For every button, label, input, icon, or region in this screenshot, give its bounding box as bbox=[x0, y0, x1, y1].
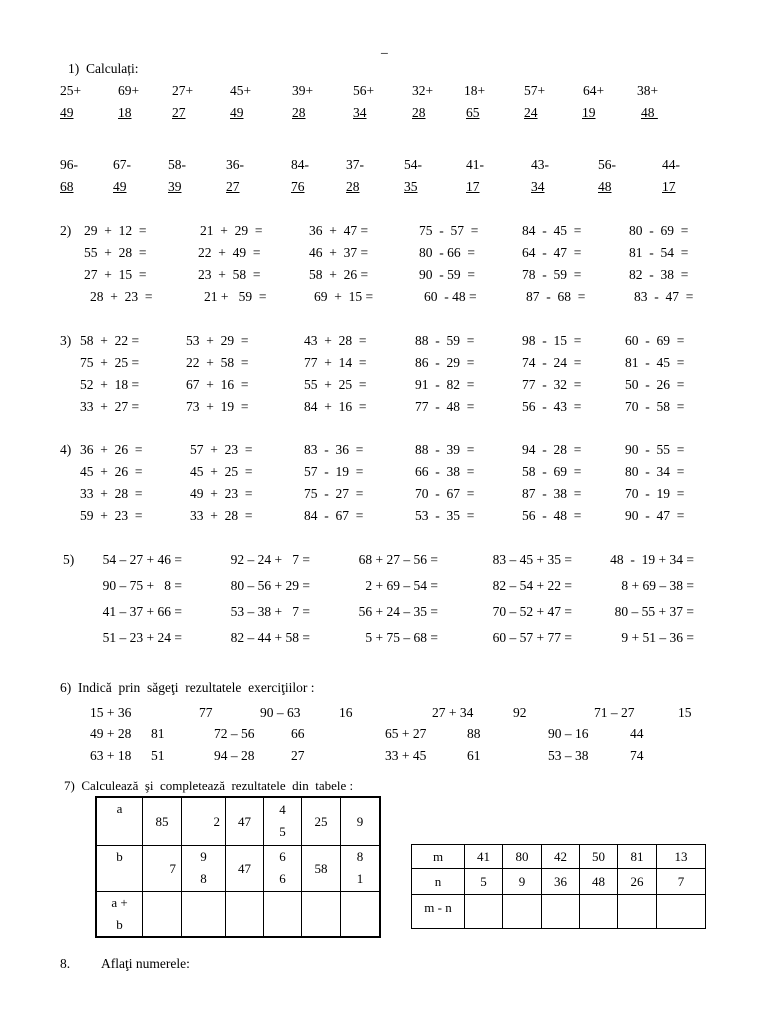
ex1-b-top: 43- bbox=[531, 157, 549, 172]
table-a-answer-cell[interactable] bbox=[182, 891, 226, 937]
ex2-item: 46 + 37 = bbox=[309, 245, 369, 260]
label-b: b bbox=[116, 916, 123, 932]
ex1-a-top: 57+ bbox=[524, 83, 546, 98]
ex3-item: 74 - 24 = bbox=[522, 355, 582, 370]
ex5-item: 90 – 75 + 8 = bbox=[102, 578, 182, 593]
ex4-item: 70 - 67 = bbox=[415, 486, 475, 501]
ex4-item: 58 - 69 = bbox=[522, 464, 582, 479]
ex6-result: 92 bbox=[513, 705, 527, 720]
ex6-result: 44 bbox=[630, 726, 644, 741]
ex1-a-bottom: 34 bbox=[353, 105, 367, 120]
digit: 6 bbox=[279, 871, 286, 886]
table-a-label-a: a bbox=[96, 797, 143, 845]
ex6-expression: 15 + 36 bbox=[90, 705, 132, 720]
ex4-item: 45 + 25 = bbox=[190, 464, 253, 479]
table-a-answer-cell[interactable] bbox=[143, 891, 182, 937]
table-b-cell-n: 9 bbox=[503, 869, 542, 895]
ex3-item: 77 - 32 = bbox=[522, 377, 582, 392]
ex1-a-top: 32+ bbox=[412, 83, 434, 98]
ex1-b-bottom: 68 bbox=[60, 179, 74, 194]
table-a-cell-b bbox=[264, 845, 302, 891]
table-b-answer-cell[interactable] bbox=[580, 895, 618, 929]
ex2-item: 36 + 47 = bbox=[309, 223, 369, 238]
ex2-item: 60 - 48 = bbox=[424, 289, 477, 304]
ex2-item: 90 - 59 = bbox=[419, 267, 475, 282]
ex2-item: 27 + 15 = bbox=[84, 267, 147, 282]
table-b-answer-cell[interactable] bbox=[465, 895, 503, 929]
ex4-item: 80 - 34 = bbox=[625, 464, 685, 479]
table-a-answer-cell[interactable] bbox=[341, 891, 381, 937]
ex2-item: 28 + 23 = bbox=[90, 289, 153, 304]
ex3-item: 55 + 25 = bbox=[304, 377, 367, 392]
ex2-item: 80 - 66 = bbox=[419, 245, 475, 260]
ex4-item: 90 - 47 = bbox=[625, 508, 685, 523]
ex6-expression: 63 + 18 bbox=[90, 748, 132, 763]
ex5-item: 9 + 51 – 36 = bbox=[621, 630, 694, 645]
ex2-item: 23 + 58 = bbox=[198, 267, 261, 282]
ex1-a-bottom: 18 bbox=[118, 105, 132, 120]
ex5-item: 80 – 55 + 37 = bbox=[614, 604, 694, 619]
ex1-a-bottom: 24 bbox=[524, 105, 538, 120]
ex1-a-top: 64+ bbox=[583, 83, 605, 98]
ex5-number: 5) bbox=[63, 552, 75, 567]
table-a-answer-cell[interactable] bbox=[302, 891, 341, 937]
ex6-expression: 71 – 27 bbox=[594, 705, 635, 720]
ex5-item: 8 + 69 – 38 = bbox=[621, 578, 694, 593]
table-a-cell-b: 7 bbox=[143, 845, 182, 891]
table-b-answer-cell[interactable] bbox=[618, 895, 657, 929]
digit: 8 bbox=[200, 871, 207, 886]
ex4-item: 59 + 23 = bbox=[80, 508, 143, 523]
ex5-item: 56 + 24 – 35 = bbox=[358, 604, 438, 619]
ex2-item: 82 - 38 = bbox=[629, 267, 689, 282]
ex6-expression: 27 + 34 bbox=[432, 705, 474, 720]
ex5-item: 53 – 38 + 7 = bbox=[230, 604, 310, 619]
ex3-item: 56 - 43 = bbox=[522, 399, 582, 414]
ex4-item: 49 + 23 = bbox=[190, 486, 253, 501]
ex1-b-bottom: 17 bbox=[466, 179, 480, 194]
ex5-item: 51 – 23 + 24 = bbox=[102, 630, 182, 645]
table-a-cell-a: 25 bbox=[302, 797, 341, 845]
ex2-item: 21 + 59 = bbox=[204, 289, 267, 304]
ex5-item: 68 + 27 – 56 = bbox=[358, 552, 438, 567]
header-mark: _ bbox=[381, 40, 388, 55]
table-a-cell-b: 47 bbox=[226, 845, 264, 891]
table-a-answer-cell[interactable] bbox=[264, 891, 302, 937]
ex2-number: 2) bbox=[60, 223, 72, 238]
ex1-a-bottom: 49 bbox=[230, 105, 244, 120]
ex3-item: 22 + 58 = bbox=[186, 355, 249, 370]
ex1-a-top: 45+ bbox=[230, 83, 252, 98]
table-b-cell-m: 50 bbox=[580, 845, 618, 869]
ex4-item: 53 - 35 = bbox=[415, 508, 475, 523]
ex1-a-top: 38+ bbox=[637, 83, 659, 98]
ex1-b-top: 96- bbox=[60, 157, 78, 172]
ex1-a-bottom: 49 bbox=[60, 105, 74, 120]
digit: 5 bbox=[279, 824, 286, 840]
ex2-item: 64 - 47 = bbox=[522, 245, 582, 260]
ex3-item: 77 + 14 = bbox=[304, 355, 367, 370]
table-a-cell-b bbox=[182, 845, 226, 891]
ex6-expression: 90 – 16 bbox=[548, 726, 589, 741]
ex4-item: 84 - 67 = bbox=[304, 508, 364, 523]
digit: 9 bbox=[200, 849, 207, 864]
digit: 4 bbox=[279, 802, 286, 818]
table-b-cell-n: 36 bbox=[542, 869, 580, 895]
ex2-item: 69 + 15 = bbox=[314, 289, 374, 304]
ex2-item: 58 + 26 = bbox=[309, 267, 369, 282]
ex1-a-bottom: 28 bbox=[412, 105, 426, 120]
ex1-a-top: 27+ bbox=[172, 83, 194, 98]
ex1-b-bottom: 34 bbox=[531, 179, 545, 194]
ex4-number: 4) bbox=[60, 442, 72, 457]
ex3-item: 60 - 69 = bbox=[625, 333, 685, 348]
ex3-item: 98 - 15 = bbox=[522, 333, 582, 348]
ex4-item: 87 - 38 = bbox=[522, 486, 582, 501]
ex6-result: 51 bbox=[151, 748, 165, 763]
ex1-a-top: 25+ bbox=[60, 83, 82, 98]
ex3-item: 81 - 45 = bbox=[625, 355, 685, 370]
table-b-cell-n: 7 bbox=[657, 869, 706, 895]
digit: 1 bbox=[356, 871, 364, 886]
ex5-item: 82 – 54 + 22 = bbox=[492, 578, 572, 593]
table-a-cell-a: 9 bbox=[341, 797, 381, 845]
ex1-a-bottom: 19 bbox=[582, 105, 596, 120]
ex6-result: 15 bbox=[678, 705, 692, 720]
table-a-label-sum bbox=[96, 891, 143, 937]
ex3-number: 3) bbox=[60, 333, 72, 348]
table-a-cell-a: 2 bbox=[182, 797, 226, 845]
ex4-item: 57 - 19 = bbox=[304, 464, 364, 479]
table-b-cell-m: 42 bbox=[542, 845, 580, 869]
table-b-label-diff: m - n bbox=[412, 895, 465, 929]
ex1-a-bottom: 28 bbox=[292, 105, 306, 120]
ex4-item: 75 - 27 = bbox=[304, 486, 364, 501]
ex8-title: Aflaţi numerele: bbox=[101, 956, 190, 971]
ex2-item: 81 - 54 = bbox=[629, 245, 689, 260]
ex5-item: 48 - 19 + 34 = bbox=[610, 552, 694, 567]
table-a-label-b: b bbox=[96, 845, 143, 891]
ex2-item: 83 - 47 = bbox=[634, 289, 694, 304]
ex5-item: 2 + 69 – 54 = bbox=[365, 578, 438, 593]
ex3-item: 77 - 48 = bbox=[415, 399, 475, 414]
ex6-result: 77 bbox=[199, 705, 213, 720]
ex3-item: 43 + 28 = bbox=[304, 333, 367, 348]
ex2-item: 55 + 28 = bbox=[84, 245, 147, 260]
table-m-minus-n bbox=[411, 844, 706, 929]
ex2-item: 78 - 59 = bbox=[522, 267, 582, 282]
table-b-cell-n: 5 bbox=[465, 869, 503, 895]
ex7-title: 7) Calculează şi completează rezultatele din tabele : bbox=[64, 778, 354, 793]
table-b-answer-cell[interactable] bbox=[503, 895, 542, 929]
ex6-expression: 94 – 28 bbox=[214, 748, 255, 763]
ex3-item: 86 - 29 = bbox=[415, 355, 475, 370]
ex6-result: 88 bbox=[467, 726, 481, 741]
table-a-cell-b bbox=[341, 845, 381, 891]
table-a-plus-b bbox=[95, 796, 381, 938]
ex1-b-bottom: 48 bbox=[598, 179, 612, 194]
ex4-item: 94 - 28 = bbox=[522, 442, 582, 457]
ex4-item: 33 + 28 = bbox=[190, 508, 253, 523]
ex1-b-top: 58- bbox=[168, 157, 186, 172]
ex5-item: 80 – 56 + 29 = bbox=[230, 578, 310, 593]
digit: 6 bbox=[279, 849, 286, 864]
table-b-label-m: m bbox=[412, 845, 465, 869]
table-b-answer-cell[interactable] bbox=[542, 895, 580, 929]
ex3-item: 91 - 82 = bbox=[415, 377, 475, 392]
ex5-item: 60 – 57 + 77 = bbox=[492, 630, 572, 645]
ex1-b-top: 37- bbox=[346, 157, 364, 172]
ex8-number: 8. bbox=[60, 956, 71, 971]
ex3-item: 88 - 59 = bbox=[415, 333, 475, 348]
table-a-cell-a bbox=[264, 797, 302, 845]
ex2-item: 21 + 29 = bbox=[200, 223, 263, 238]
ex6-result: 81 bbox=[151, 726, 165, 741]
ex4-item: 70 - 19 = bbox=[625, 486, 685, 501]
ex1-b-bottom: 35 bbox=[404, 179, 418, 194]
ex1-b-bottom: 39 bbox=[168, 179, 182, 194]
table-b-cell-n: 26 bbox=[618, 869, 657, 895]
ex5-item: 70 – 52 + 47 = bbox=[492, 604, 572, 619]
table-a-answer-cell[interactable] bbox=[226, 891, 264, 937]
ex1-b-bottom: 27 bbox=[226, 179, 240, 194]
ex4-item: 56 - 48 = bbox=[522, 508, 582, 523]
ex6-result: 16 bbox=[339, 705, 353, 720]
ex1-b-top: 84- bbox=[291, 157, 309, 172]
ex3-item: 58 + 22 = bbox=[80, 333, 140, 348]
table-a-cell-a: 47 bbox=[226, 797, 264, 845]
ex1-b-top: 54- bbox=[404, 157, 422, 172]
table-b-cell-n: 48 bbox=[580, 869, 618, 895]
ex6-result: 74 bbox=[630, 748, 644, 763]
ex5-item: 92 – 24 + 7 = bbox=[230, 552, 310, 567]
ex5-item: 54 – 27 + 46 = bbox=[102, 552, 182, 567]
ex3-item: 52 + 18 = bbox=[80, 377, 140, 392]
table-b-answer-cell[interactable] bbox=[657, 895, 706, 929]
ex1-b-bottom: 76 bbox=[291, 179, 305, 194]
ex1-a-top: 39+ bbox=[292, 83, 314, 98]
ex3-item: 70 - 58 = bbox=[625, 399, 685, 414]
ex4-item: 57 + 23 = bbox=[190, 442, 253, 457]
ex5-item: 83 – 45 + 35 = bbox=[492, 552, 572, 567]
label-a-plus: a + bbox=[111, 894, 128, 910]
ex1-b-top: 36- bbox=[226, 157, 244, 172]
ex5-item: 82 – 44 + 58 = bbox=[230, 630, 310, 645]
ex1-a-bottom: 65 bbox=[466, 105, 480, 120]
ex1-a-top: 18+ bbox=[464, 83, 486, 98]
table-b-cell-m: 13 bbox=[657, 845, 706, 869]
ex4-item: 83 - 36 = bbox=[304, 442, 364, 457]
ex4-item: 88 - 39 = bbox=[415, 442, 475, 457]
ex1-b-bottom: 17 bbox=[662, 179, 676, 194]
ex2-item: 75 - 57 = bbox=[419, 223, 479, 238]
ex6-result: 66 bbox=[291, 726, 305, 741]
ex3-item: 73 + 19 = bbox=[186, 399, 249, 414]
ex1-a-top: 56+ bbox=[353, 83, 375, 98]
ex4-item: 36 + 26 = bbox=[80, 442, 143, 457]
ex1-b-top: 41- bbox=[466, 157, 484, 172]
ex3-item: 33 + 27 = bbox=[80, 399, 140, 414]
ex2-item: 29 + 12 = bbox=[84, 223, 147, 238]
ex1-b-bottom: 28 bbox=[346, 179, 360, 194]
ex4-item: 90 - 55 = bbox=[625, 442, 685, 457]
ex6-expression: 65 + 27 bbox=[385, 726, 427, 741]
ex6-expression: 33 + 45 bbox=[385, 748, 427, 763]
ex1-a-bottom: 48 bbox=[641, 105, 658, 120]
ex4-item: 33 + 28 = bbox=[80, 486, 143, 501]
ex1-b-top: 56- bbox=[598, 157, 616, 172]
ex4-item: 45 + 26 = bbox=[80, 464, 143, 479]
ex3-item: 67 + 16 = bbox=[186, 377, 249, 392]
table-b-label-n: n bbox=[412, 869, 465, 895]
ex6-title: 6) Indică prin săgeţi rezultatele exerciţiilor : bbox=[60, 680, 315, 695]
digit: 8 bbox=[356, 849, 364, 864]
ex6-result: 27 bbox=[291, 748, 305, 763]
table-a-cell-a: 85 bbox=[143, 797, 182, 845]
ex5-item: 41 – 37 + 66 = bbox=[102, 604, 182, 619]
ex1-title: 1) Calculați: bbox=[68, 61, 139, 76]
ex2-item: 87 - 68 = bbox=[526, 289, 586, 304]
ex6-result: 61 bbox=[467, 748, 481, 763]
ex6-expression: 72 – 56 bbox=[214, 726, 255, 741]
ex5-item: 5 + 75 – 68 = bbox=[365, 630, 438, 645]
ex1-b-bottom: 49 bbox=[113, 179, 127, 194]
ex2-item: 22 + 49 = bbox=[198, 245, 261, 260]
ex2-item: 84 - 45 = bbox=[522, 223, 582, 238]
table-a-cell-b: 58 bbox=[302, 845, 341, 891]
ex6-expression: 49 + 28 bbox=[90, 726, 132, 741]
table-b-cell-m: 80 bbox=[503, 845, 542, 869]
ex6-expression: 90 – 63 bbox=[260, 705, 301, 720]
ex1-a-top: 69+ bbox=[118, 83, 140, 98]
ex3-item: 75 + 25 = bbox=[80, 355, 140, 370]
ex1-a-bottom: 27 bbox=[172, 105, 186, 120]
table-b-cell-m: 81 bbox=[618, 845, 657, 869]
ex3-item: 53 + 29 = bbox=[186, 333, 249, 348]
ex3-item: 84 + 16 = bbox=[304, 399, 367, 414]
ex1-b-top: 67- bbox=[113, 157, 131, 172]
ex1-b-top: 44- bbox=[662, 157, 680, 172]
ex2-item: 80 - 69 = bbox=[629, 223, 689, 238]
ex6-expression: 53 – 38 bbox=[548, 748, 589, 763]
ex4-item: 66 - 38 = bbox=[415, 464, 475, 479]
ex3-item: 50 - 26 = bbox=[625, 377, 685, 392]
table-b-cell-m: 41 bbox=[465, 845, 503, 869]
